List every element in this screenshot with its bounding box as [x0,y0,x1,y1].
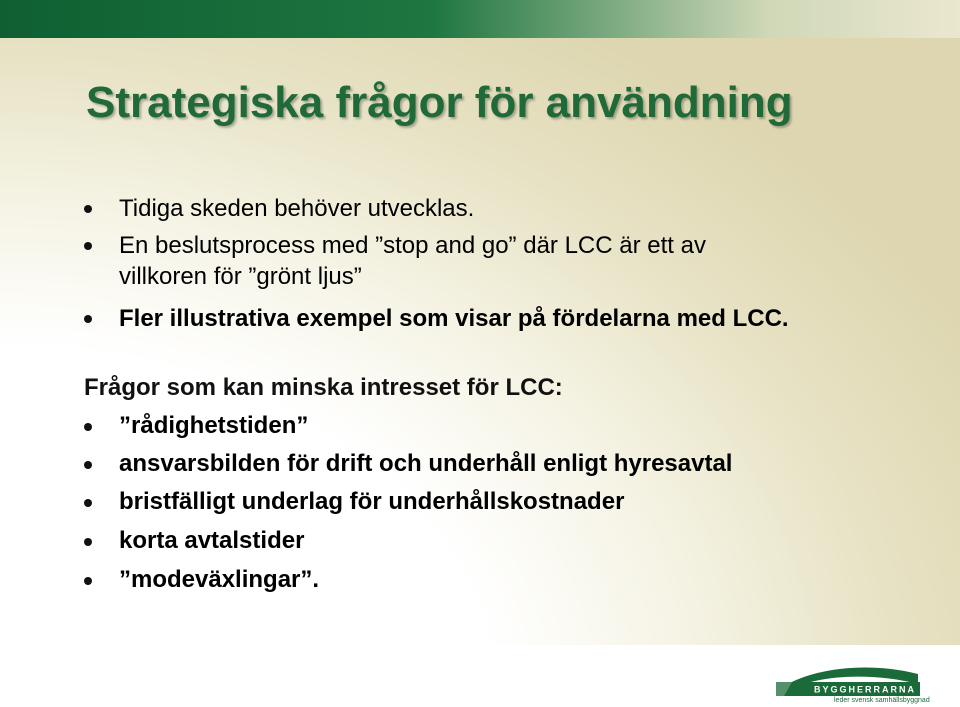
list-item-text: ”modeväxlingar”. [119,566,320,593]
list-item-text: Tidiga skeden behöver utvecklas. [119,195,475,222]
bullet-dot [84,315,92,323]
bullet-dot [84,577,92,585]
bullet-dot [84,538,92,546]
list-item-text: ansvarsbilden för drift och underhåll enligt hyresavtal [119,450,733,477]
logo-text: BYGGHERRARNA [814,684,917,695]
top-stripe [0,0,960,38]
list-item-text: En beslutsprocess med ”stop and go” där LCC är ett av [119,232,706,259]
subheading: Frågor som kan minska intresset för LCC: [84,374,563,401]
bullet-dot [84,461,92,469]
list-item-text: ”rådighetstiden” [119,412,309,439]
bullet-dot [84,423,92,431]
list-item-text: Fler illustrativa exempel som visar på fördelarna med LCC. [119,305,789,332]
list-item-text-continued: villkoren för ”grönt ljus” [119,263,362,290]
bullet-dot [84,242,92,250]
list-item-text: korta avtalstider [119,527,305,554]
logo-tagline: leder svensk samhällsbyggnad [834,697,930,704]
bullet-dot [84,205,92,213]
list-item-text: bristfälligt underlag för underhållskostnader [119,488,625,515]
bullet-dot [84,499,92,507]
slide-title: Strategiska frågor för användning [86,78,793,127]
